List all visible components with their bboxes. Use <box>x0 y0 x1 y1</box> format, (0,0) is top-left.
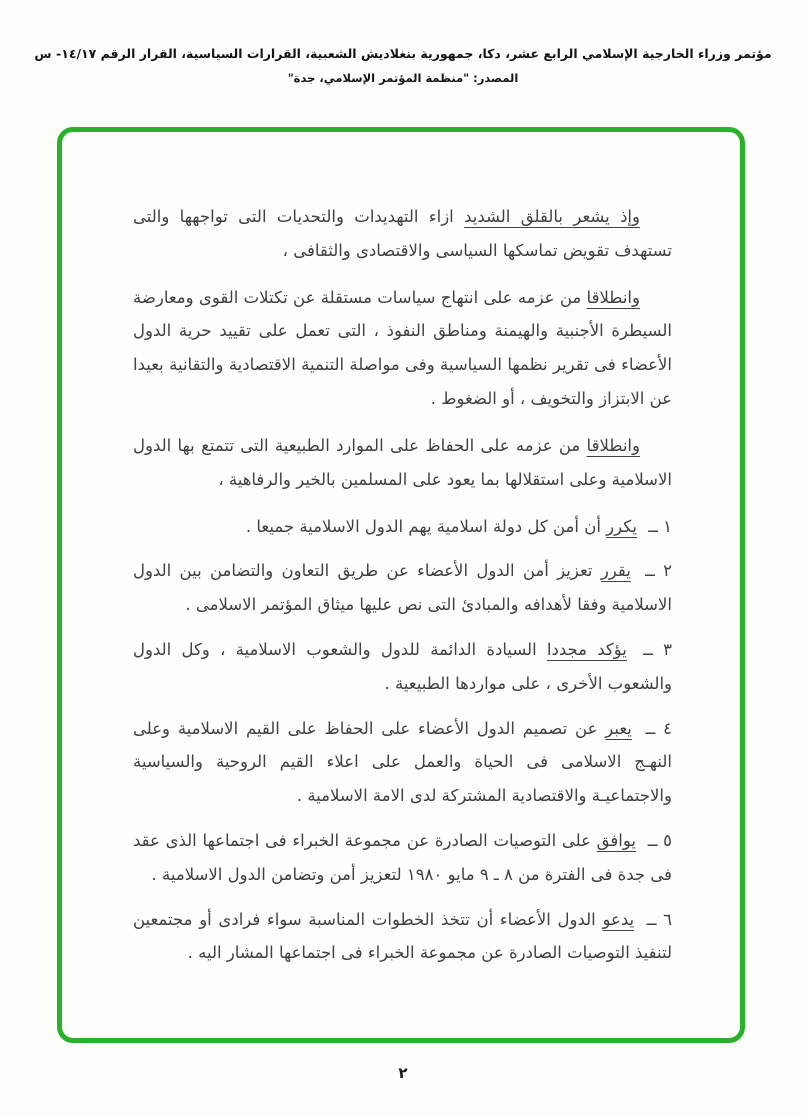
page-number: ٢ <box>398 1064 408 1082</box>
preamble-text: من عزمه على الحفاظ على الموارد الطبيعية التى تتمتع بها الدول الاسلامية وعلى استقلالها بما يعود على المسلمين بالخير والرفاهية ، <box>133 435 672 489</box>
item-lead-verb: يعبر <box>605 718 632 738</box>
resolution-item <box>133 903 672 971</box>
item-text: على التوصيات الصادرة عن مجموعة الخبراء فى اجتماعها الذى عقد فى جدة فى الفترة من ٨ ـ ٩ مايو ١٩٨٠ لتعزيز أمن وتضامن الدول الاسلامية . <box>133 831 672 884</box>
item-number: ٤ ــ <box>645 718 672 738</box>
preamble-lead-phrase: وإذ يشعر بالقلق الشديد <box>464 207 640 226</box>
preamble-text: من عزمه على انتهاج سياسات مستقلة عن تكتلات القوى ومعارضة السيطرة الأجنبية والهيمنة ومناطق النفوذ ، التى تعمل على تقييد حرية الدول الأعضاء فى تقرير نظمها السياسية وفى مواصلة التنمية الاقتصادية والتقانية بعيدا عن الابتزاز والتخويف ، أو الضغوط . <box>133 287 672 409</box>
document-title-line: مؤتمر وزراء الخارجية الإسلامي الرابع عشر، دكا، جمهورية بنغلاديش الشعبية، القرارات السياسية، القرار الرقم ١٤/١٧- س <box>34 46 772 61</box>
preamble-paragraph <box>133 200 672 268</box>
item-number: ٢ ــ <box>645 561 673 581</box>
item-number: ٣ ــ <box>643 639 672 659</box>
item-text: السيادة الدائمة للدول والشعوب الاسلامية ، وكل الدول والشعوب الأخرى ، على مواردها الطبيعية . <box>133 639 672 693</box>
item-number: ٦ ــ <box>646 909 672 929</box>
item-lead-verb: يدعو <box>602 909 635 929</box>
document-body <box>133 200 672 981</box>
resolution-item <box>133 554 672 622</box>
preamble-paragraph <box>133 281 672 416</box>
resolution-item <box>133 712 672 813</box>
item-lead-verb: يقرر <box>600 561 631 581</box>
document-source-line: المصدر: "منظمة المؤتمر الإسلامي، جدة" <box>287 71 519 85</box>
item-text: عن تصميم الدول الأعضاء على الحفاظ على القيم الاسلامية وعلى النهـج الاسلامى فى الحياة والعمل على اعلاء القيم الروحية والسياسية والاجتماعيـة والاقتصادية المشتركة لدى الامة الاسلامية . <box>133 718 672 806</box>
preamble-lead-phrase: وانطلاقا <box>586 435 640 455</box>
document-header <box>0 46 806 85</box>
item-text: الدول الأعضاء أن تتخذ الخطوات المناسبة سواء فرادى أو مجتمعين لتنفيذ التوصيات الصادرة عن مجموعة الخبراء فى اجتماعها المشار اليه . <box>133 909 672 963</box>
item-number: ٥ ــ <box>647 831 673 850</box>
preamble-paragraph <box>133 429 672 497</box>
preamble-lead-phrase: وانطلاقا <box>586 287 640 307</box>
resolution-item <box>133 633 672 701</box>
preamble-text: ازاء التهديدات والتحديات التى تواجهها والتى تستهدف تقويض تماسكها السياسى والاقتصادى والثقافى ، <box>133 207 672 260</box>
item-lead-verb: يوافق <box>596 831 637 850</box>
item-number: ١ ــ <box>648 516 672 536</box>
item-lead-verb: يؤكد مجددا <box>546 639 627 659</box>
item-lead-verb: يكرر <box>606 516 637 536</box>
resolution-item <box>133 824 672 892</box>
item-text: أن أمن كل دولة اسلامية يهم الدول الاسلامية جميعا . <box>245 516 607 536</box>
item-text: تعزيز أمن الدول الأعضاء عن طريق التعاون والتضامن بين الدول الاسلامية وفقا لأهدافه والمبادئ التى نص عليها ميثاق المؤتمر الاسلامى . <box>133 561 672 615</box>
resolution-item <box>133 510 672 544</box>
